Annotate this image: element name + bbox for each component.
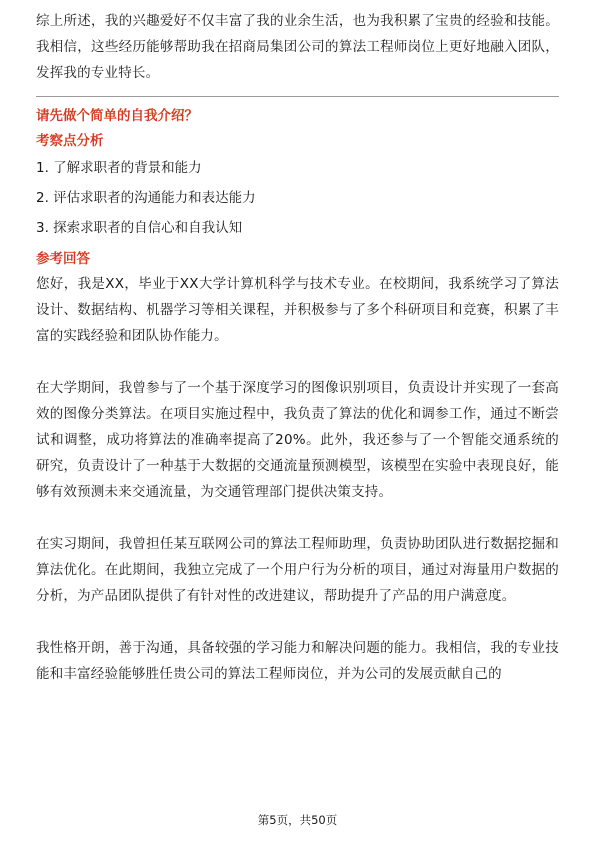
paragraph-gap: [36, 505, 559, 531]
answer-paragraph: 您好，我是XX，毕业于XX大学计算机科学与技术专业。在校期间，我系统学习了算法设计、数据结构、机器学习等相关课程，并积极参与了多个科研项目和竞赛，积累了丰富的实践经验和团队协作能力。: [36, 276, 559, 344]
question-title: 请先做个简单的自我介绍？: [36, 108, 198, 124]
analysis-point: 1. 了解求职者的背景和能力: [36, 160, 202, 176]
answer-heading: 参考回答: [36, 251, 90, 267]
section-divider: [36, 96, 559, 97]
analysis-point: 2. 评估求职者的沟通能力和表达能力: [36, 190, 256, 206]
page-number: 第5页，共50页: [257, 813, 338, 827]
answer-paragraph: 我性格开朗，善于沟通，具备较强的学习能力和解决问题的能力。我相信，我的专业技能和丰富经验能够胜任贵公司的算法工程师岗位，并为公司的发展贡献自己的: [36, 640, 559, 682]
page-content: [36, 8, 559, 687]
intro-paragraph: 综上所述，我的兴趣爱好不仅丰富了我的业余生活，也为我积累了宝贵的经验和技能。我相信，这些经历能够帮助我在招商局集团公司的算法工程师岗位上更好地融入团队，发挥我的专业特长。: [36, 13, 559, 81]
analysis-heading: 考察点分析: [36, 133, 104, 149]
analysis-point: 3. 探索求职者的自信心和自我认知: [36, 220, 243, 236]
answer-paragraph: 在大学期间，我曾参与了一个基于深度学习的图像识别项目，负责设计并实现了一套高效的图像分类算法。在项目实施过程中，我负责了算法的优化和调参工作，通过不断尝试和调整，成功将算法的准确率提高了20%。此外，我还参与了一个智能交通系统的研究，负责设计了一种基于大数据的交通流量预测模型，该模型在实验中表现良好，能够有效预测未来交通流量，为交通管理部门提供决策支持。: [36, 380, 559, 500]
answer-paragraph: 在实习期间，我曾担任某互联网公司的算法工程师助理，负责协助团队进行数据挖掘和算法优化。在此期间，我独立完成了一个用户行为分析的项目，通过对海量用户数据的分析，为产品团队提供了有针对性的改进建议，帮助提升了产品的用户满意度。: [36, 536, 559, 604]
paragraph-gap: [36, 609, 559, 635]
paragraph-gap: [36, 349, 559, 375]
analysis-points-list: [36, 153, 559, 243]
